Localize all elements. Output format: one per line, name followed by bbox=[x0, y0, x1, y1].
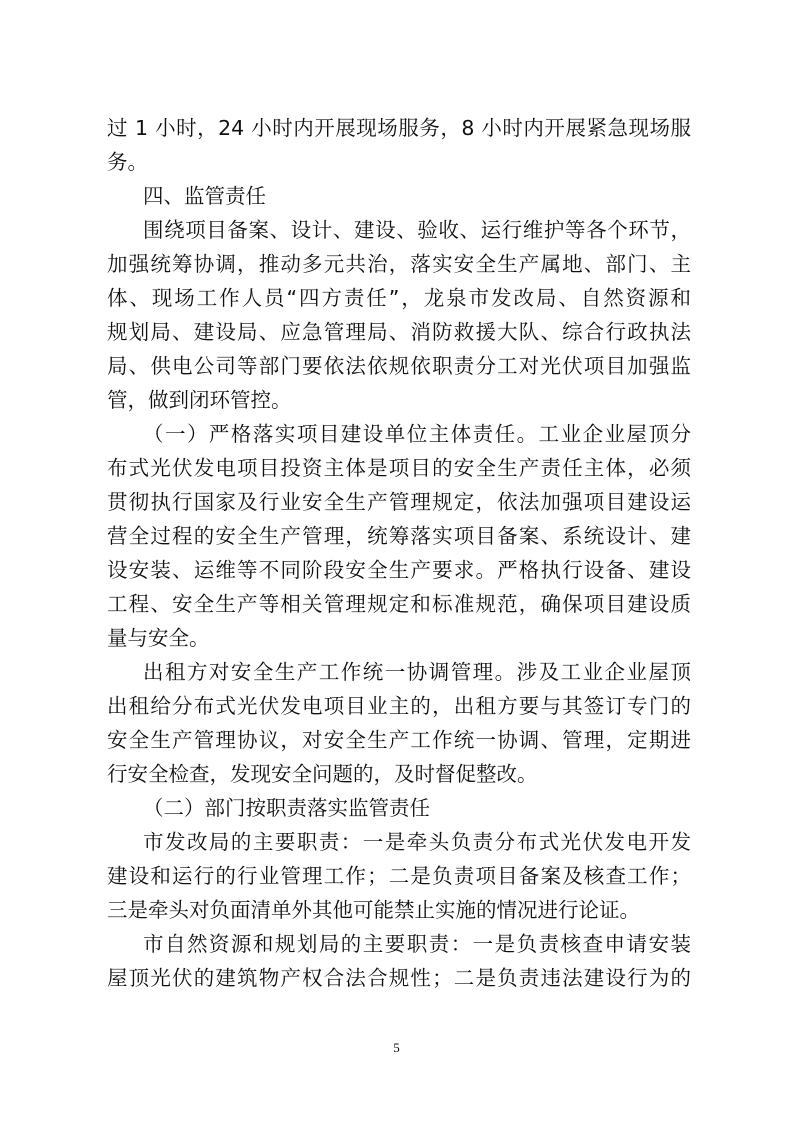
text-line: 布式光伏发电项目投资主体是项目的安全生产责任主体，必须 bbox=[107, 456, 691, 480]
text-line: 贯彻执行国家及行业安全生产管理规定，依法加强项目建设运 bbox=[107, 490, 691, 514]
text-line: 三是牵头对负面清单外其他可能禁止实施的情况进行论证。 bbox=[107, 898, 640, 922]
text-line: 营全过程的安全生产管理，统筹落实项目备案、系统设计、建 bbox=[107, 524, 691, 548]
section-heading: 四、监管责任 bbox=[143, 184, 266, 208]
text-line: 体、现场工作人员“四方责任”，龙泉市发改局、自然资源和 bbox=[107, 286, 691, 310]
text-line: 屋顶光伏的建筑物产权合法合规性；二是负责违法建设行为的 bbox=[107, 966, 691, 990]
text-line: 务。 bbox=[107, 150, 148, 174]
body-text bbox=[107, 111, 691, 995]
text-line: 出租方对安全生产工作统一协调管理。涉及工业企业屋顶 bbox=[143, 660, 691, 684]
text-line: 工程、安全生产等相关管理规定和标准规范，确保项目建设质 bbox=[107, 592, 691, 616]
text-line: 局、供电公司等部门要依法依规依职责分工对光伏项目加强监 bbox=[107, 354, 691, 378]
text-line: 安全生产管理协议，对安全生产工作统一协调、管理，定期进 bbox=[107, 728, 691, 752]
text-line: 管，做到闭环管控。 bbox=[107, 388, 292, 412]
text-line: 围绕项目备案、设计、建设、验收、运行维护等各个环节， bbox=[143, 218, 691, 242]
text-line: 量与安全。 bbox=[107, 626, 210, 650]
text-line: 市自然资源和规划局的主要职责：一是负责核查申请安装 bbox=[143, 932, 691, 956]
text-line: 加强统筹协调，推动多元共治，落实安全生产属地、部门、主 bbox=[107, 252, 691, 276]
text-line: 行安全检查，发现安全问题的，及时督促整改。 bbox=[107, 762, 538, 786]
text-line: 规划局、建设局、应急管理局、消防救援大队、综合行政执法 bbox=[107, 320, 691, 344]
subsection-heading: （一）严格落实项目建设单位主体责任。工业企业屋顶分 bbox=[143, 422, 691, 446]
subsection-heading: （二）部门按职责落实监管责任 bbox=[143, 796, 430, 820]
text-line: 市发改局的主要职责：一是牵头负责分布式光伏发电开发 bbox=[143, 830, 691, 854]
text-line: 建设和运行的行业管理工作；二是负责项目备案及核查工作； bbox=[107, 864, 691, 888]
page-number: 5 bbox=[393, 1040, 400, 1055]
text-line: 出租给分布式光伏发电项目业主的，出租方要与其签订专门的 bbox=[107, 694, 691, 718]
text-line: 过 1 小时，24 小时内开展现场服务，8 小时内开展紧急现场服 bbox=[107, 116, 691, 140]
text-line: 设安装、运维等不同阶段安全生产要求。严格执行设备、建设 bbox=[107, 558, 691, 582]
